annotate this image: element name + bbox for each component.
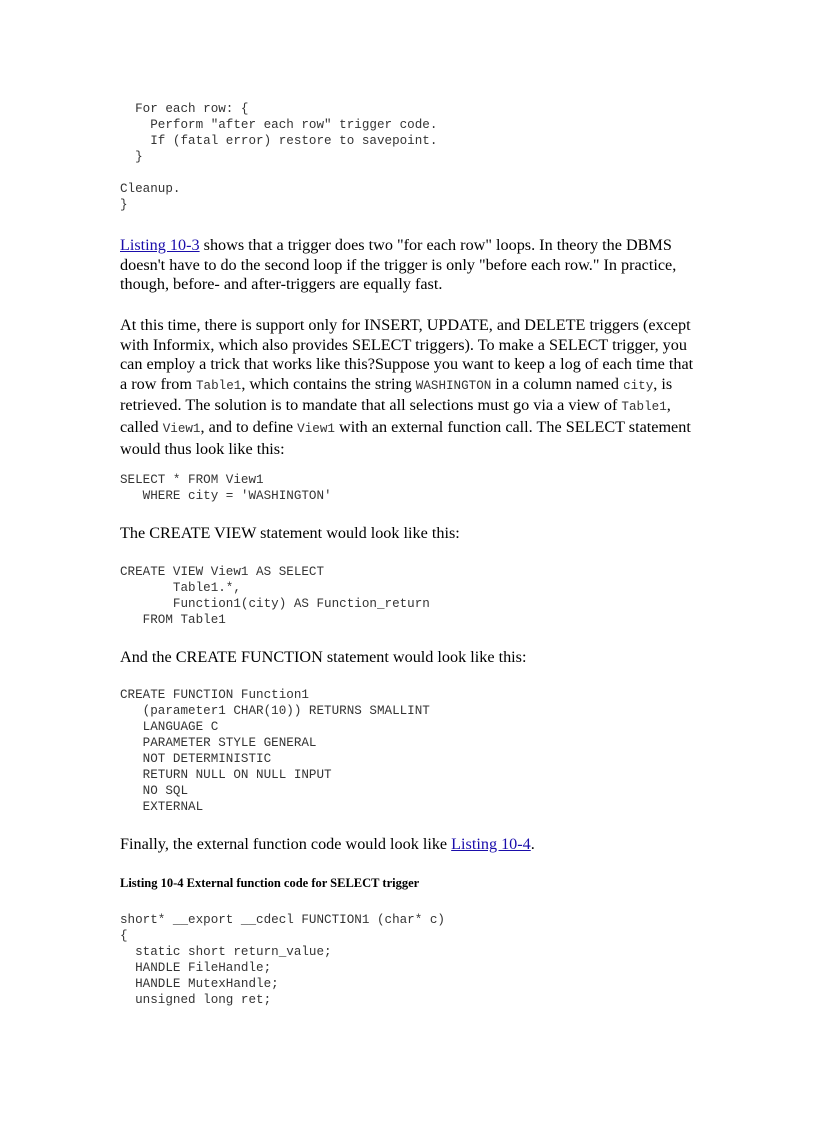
paragraph-text: with an external function call. The SELECT statement would thus look like this: (120, 417, 691, 458)
code-block-create-function: CREATE FUNCTION Function1 (parameter1 CHAR(10)) RETURNS SMALLINT LANGUAGE C PARAMETER STYLE GENERAL NOT DETERMINISTIC RETURN NULL ON NULL INPUT NO SQL EXTERNAL (120, 688, 430, 814)
inline-code-table1: Table1 (195, 378, 242, 393)
paragraph-text: in a column named (491, 374, 624, 393)
inline-code-view1: View1 (162, 421, 201, 436)
listing-10-3-link[interactable]: Listing 10-3 (120, 236, 200, 254)
paragraph-trigger-loops (120, 236, 700, 295)
code-block-trigger-loop: For each row: { Perform "after each row" trigger code. If (fatal error) restore to savepoint. } Cleanup. } (120, 102, 438, 212)
inline-code-washington: WASHINGTON (415, 378, 492, 393)
listing-10-4-link[interactable]: Listing 10-4 (451, 835, 531, 853)
paragraph-create-view-intro: The CREATE VIEW statement would look like this: (120, 524, 460, 542)
paragraph-text: Finally, the external function code would look like (120, 835, 452, 853)
code-block-c-function: short* __export __cdecl FUNCTION1 (char* c) { static short return_value; HANDLE FileHandle; HANDLE MutexHandle; unsigned long ret; (120, 913, 445, 1007)
paragraph-trigger-loops-text: shows that a trigger does two "for each row" loops. In theory the DBMS doesn't have to do the second loop if the trigger is only "before each row." In practice, though, before- and after-triggers are equally fast. (120, 236, 677, 294)
paragraph-text: . (530, 835, 535, 853)
paragraph-text: , is retrieved. The solution is to mandate that all selections must go via a view of (120, 374, 673, 415)
paragraph-text: , and to define (200, 417, 298, 436)
inline-code-table1: Table1 (621, 400, 667, 415)
paragraph-text: , which contains the string (241, 374, 416, 393)
paragraph-text: At this time, there is support only for INSERT, UPDATE, and DELETE triggers (except with Informix, which also provides SELECT triggers). To make a SELECT trigger, you can employ a trick that works like this?Suppose you want to keep a log of each time that a row from (120, 316, 694, 393)
paragraph-external-function (120, 835, 535, 855)
inline-code-view1: View1 (297, 421, 335, 436)
code-block-create-view: CREATE VIEW View1 AS SELECT Table1.*, Function1(city) AS Function_return FROM Table1 (120, 565, 430, 627)
paragraph-create-function-intro: And the CREATE FUNCTION statement would look like this: (120, 648, 527, 666)
inline-code-city: city (623, 378, 654, 393)
code-block-select: SELECT * FROM View1 WHERE city = 'WASHINGTON' (120, 473, 332, 503)
listing-caption: Listing 10-4 External function code for SELECT trigger (120, 876, 420, 890)
paragraph-select-trigger (120, 316, 700, 459)
paragraph-text: , called (120, 396, 671, 436)
